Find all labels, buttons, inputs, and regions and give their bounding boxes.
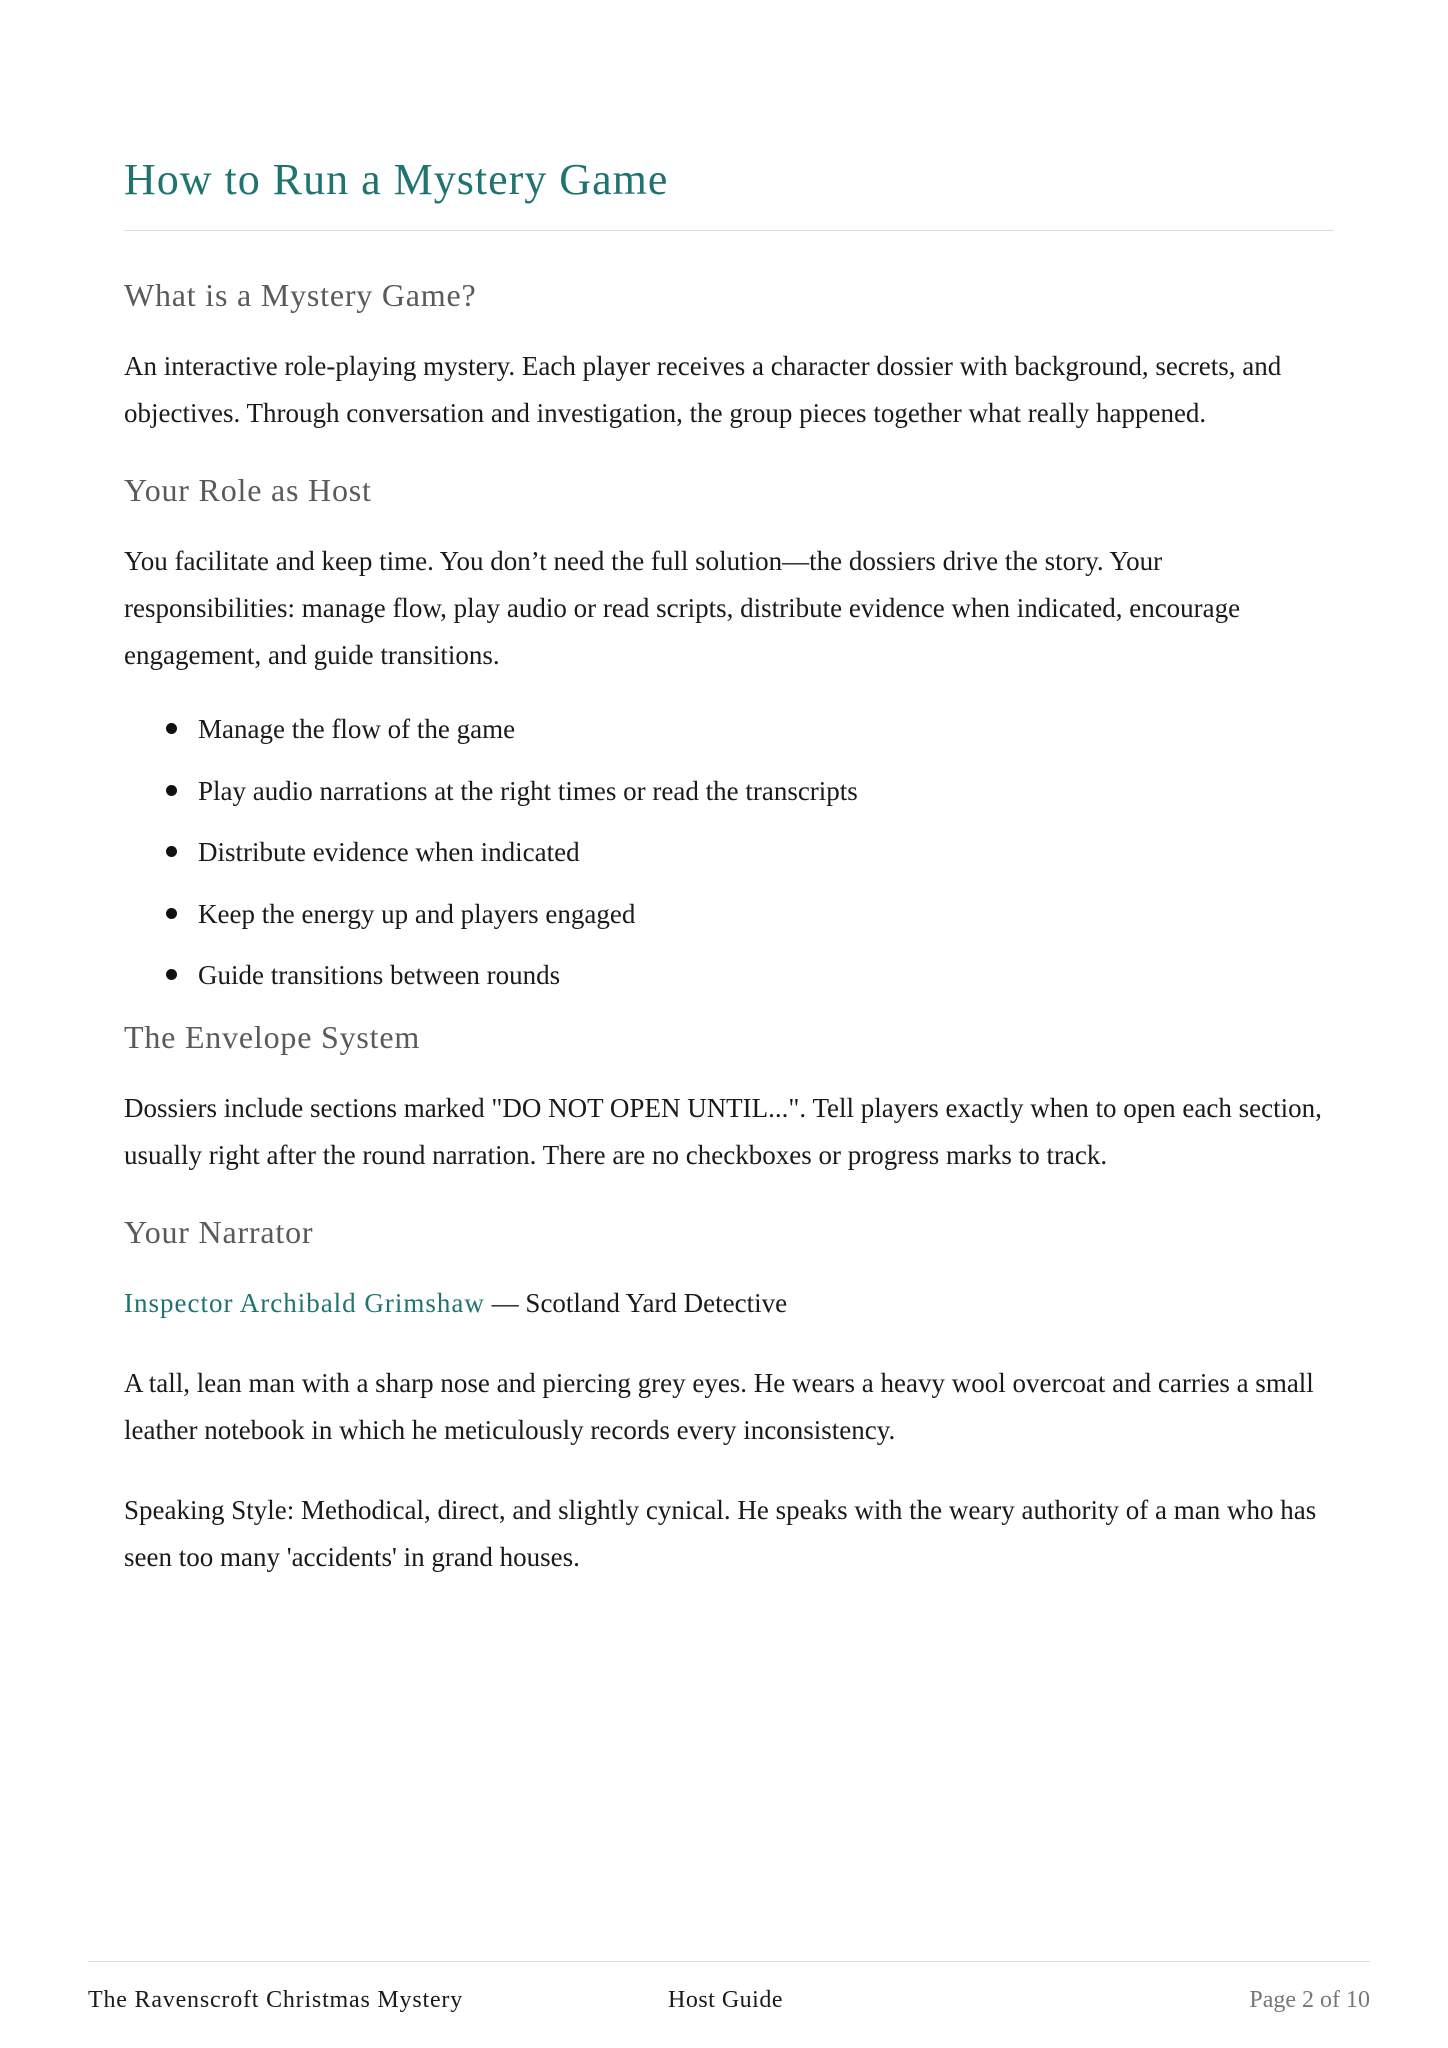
bullet-icon: [166, 846, 177, 857]
list-item-text: Play audio narrations at the right times or read the transcripts: [198, 775, 858, 806]
list-item-text: Keep the energy up and players engaged: [198, 898, 636, 929]
section-heading-narrator: Your Narrator: [124, 1213, 314, 1250]
footer-document-title: The Ravenscroft Christmas Mystery: [88, 1987, 463, 2013]
list-item: [124, 832, 1334, 894]
narrator-name: Inspector Archibald Grimshaw: [124, 1287, 485, 1318]
footer-page-number: Page 2 of 10: [1249, 1987, 1370, 2013]
list-item-text: Distribute evidence when indicated: [198, 837, 580, 867]
list-item: [124, 709, 1334, 771]
narrator-speaking-style: Speaking Style: Methodical, direct, and slightly cynical. He speaks with the weary authority of a man who has seen too many 'accidents' in grand houses.: [124, 1494, 1317, 1572]
page-footer: [88, 1961, 1370, 2022]
bullet-icon: [166, 723, 177, 734]
footer-row: [88, 1978, 1370, 2022]
footer-guide-label: Host Guide: [668, 1987, 783, 2013]
list-item-text: Guide transitions between rounds: [198, 960, 561, 990]
list-item-text: Manage the flow of the game: [198, 714, 516, 744]
section-heading-what: What is a Mystery Game?: [124, 277, 477, 313]
narrator-role: Scotland Yard Detective: [525, 1287, 788, 1318]
bullet-icon: [166, 785, 177, 796]
narrator-separator: —: [484, 1287, 526, 1318]
list-item: [124, 955, 1334, 1017]
section-heading-role: Your Role as Host: [124, 472, 372, 508]
bullet-icon: [166, 908, 177, 919]
document-page: [124, 150, 1334, 1581]
section-heading-envelope: The Envelope System: [124, 1018, 421, 1055]
list-item: [124, 771, 1334, 833]
section-body-role: You facilitate and keep time. You don’t need the full solution—the dossiers drive the story. Your responsibilities: manage flow, play audio or read scripts, distribute evidence when indicated, encourage engagement, and guide transitions.: [124, 546, 1241, 670]
title-divider: [124, 230, 1334, 231]
host-responsibilities-list: [124, 709, 1334, 1017]
bullet-icon: [166, 969, 177, 980]
narrator-line: [124, 1280, 1334, 1327]
section-body-what: An interactive role-playing mystery. Each player receives a character dossier with background, secrets, and objectives. Through conversation and investigation, the group pieces together what really happened.: [124, 351, 1282, 428]
section-body-envelope: Dossiers include sections marked "DO NOT OPEN UNTIL...". Tell players exactly when to open each section, usually right after the round narration. There are no checkboxes or progress marks to track.: [124, 1092, 1322, 1170]
narrator-description: A tall, lean man with a sharp nose and piercing grey eyes. He wears a heavy wool overcoat and carries a small leather notebook in which he meticulously records every inconsistency.: [124, 1367, 1314, 1445]
page-title: How to Run a Mystery Game: [124, 155, 669, 204]
list-item: [124, 894, 1334, 956]
